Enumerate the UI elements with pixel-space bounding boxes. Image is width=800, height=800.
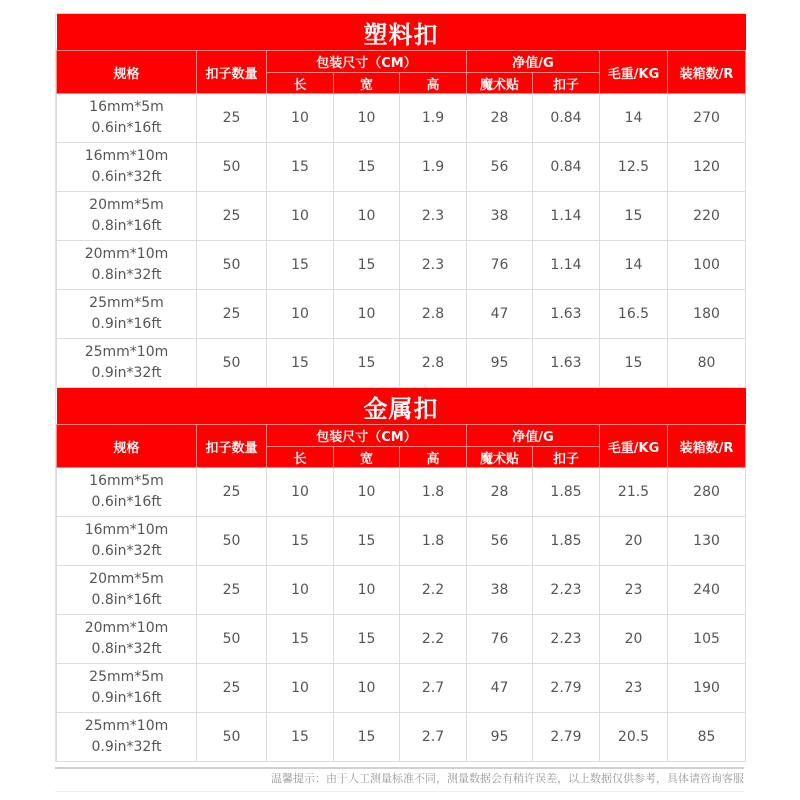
header-buckle: 扣子 [533,73,600,94]
velcro-weight-cell: 95 [467,713,533,762]
carton-qty-cell: 240 [668,566,746,615]
spec-imperial: 0.9in*32ft [91,365,162,381]
header-width: 宽 [334,447,400,468]
spec-metric: 20mm*5m [89,197,164,213]
header-spec: 规格 [57,51,197,94]
qty-cell: 50 [197,517,267,566]
spec-imperial: 0.6in*32ft [91,543,162,559]
carton-qty-cell: 120 [668,143,746,192]
spec-imperial: 0.8in*16ft [91,218,162,234]
table-row [57,339,746,388]
buckle-weight-cell: 1.85 [533,517,600,566]
qty-cell: 25 [197,566,267,615]
spec-cell [57,468,197,517]
spec-imperial: 0.6in*16ft [91,494,162,510]
length-cell: 10 [267,468,334,517]
section-title-row [57,388,746,425]
section-title: 塑料扣 [57,14,746,51]
width-cell: 10 [334,94,400,143]
buckle-weight-cell: 2.79 [533,664,600,713]
length-cell: 15 [267,143,334,192]
header-row-1 [57,425,746,447]
velcro-weight-cell: 47 [467,664,533,713]
table-row [57,664,746,713]
buckle-weight-cell: 1.63 [533,290,600,339]
spec-imperial: 0.9in*16ft [91,316,162,332]
gross-weight-cell: 14 [600,94,668,143]
table-row [57,94,746,143]
table-row [57,290,746,339]
velcro-weight-cell: 28 [467,468,533,517]
qty-cell: 25 [197,664,267,713]
velcro-weight-cell: 76 [467,615,533,664]
qty-cell: 25 [197,94,267,143]
length-cell: 15 [267,339,334,388]
height-cell: 2.7 [400,713,467,762]
buckle-weight-cell: 2.23 [533,615,600,664]
length-cell: 10 [267,664,334,713]
carton-qty-cell: 85 [668,713,746,762]
carton-qty-cell: 270 [668,94,746,143]
gross-weight-cell: 14 [600,241,668,290]
spec-metric: 25mm*5m [89,295,164,311]
width-cell: 15 [334,143,400,192]
spec-imperial: 0.9in*32ft [91,739,162,755]
qty-cell: 25 [197,192,267,241]
velcro-weight-cell: 38 [467,192,533,241]
spec-tables [55,13,745,762]
table-row [57,566,746,615]
carton-qty-cell: 105 [668,615,746,664]
carton-qty-cell: 100 [668,241,746,290]
header-gross-weight: 毛重/KG [600,425,668,468]
spec-metric: 16mm*10m [84,522,169,538]
height-cell: 1.8 [400,468,467,517]
header-net-weight: 净值/G [467,51,600,73]
carton-qty-cell: 280 [668,468,746,517]
spec-cell [57,290,197,339]
header-velcro: 魔术贴 [467,447,533,468]
carton-qty-cell: 190 [668,664,746,713]
header-height: 高 [400,447,467,468]
spec-cell [57,143,197,192]
width-cell: 10 [334,192,400,241]
buckle-weight-cell: 2.23 [533,566,600,615]
gross-weight-cell: 21.5 [600,468,668,517]
spec-metric: 20mm*10m [84,246,169,262]
velcro-weight-cell: 47 [467,290,533,339]
width-cell: 15 [334,615,400,664]
gross-weight-cell: 20 [600,615,668,664]
velcro-weight-cell: 56 [467,517,533,566]
width-cell: 15 [334,517,400,566]
spec-cell [57,566,197,615]
height-cell: 2.8 [400,339,467,388]
table-row [57,143,746,192]
height-cell: 2.3 [400,241,467,290]
header-height: 高 [400,73,467,94]
length-cell: 10 [267,94,334,143]
gross-weight-cell: 23 [600,566,668,615]
header-row-1 [57,51,746,73]
header-carton-qty: 装箱数/R [668,425,746,468]
gross-weight-cell: 15 [600,339,668,388]
buckle-weight-cell: 0.84 [533,94,600,143]
spec-imperial: 0.6in*32ft [91,169,162,185]
table-row [57,713,746,762]
header-width: 宽 [334,73,400,94]
header-net-weight: 净值/G [467,425,600,447]
length-cell: 15 [267,713,334,762]
spec-cell [57,241,197,290]
height-cell: 2.8 [400,290,467,339]
header-pkg-size: 包装尺寸（CM） [267,425,467,447]
section-title: 金属扣 [57,388,746,425]
qty-cell: 50 [197,241,267,290]
length-cell: 15 [267,517,334,566]
buckle-weight-cell: 1.85 [533,468,600,517]
section-title-row [57,14,746,51]
footer-note: 温馨提示：由于人工测量标准不同，测量数据会有稍许误差，以上数据仅供参考，具体请咨询客服 [55,767,744,792]
qty-cell: 50 [197,713,267,762]
spec-cell [57,517,197,566]
qty-cell: 50 [197,143,267,192]
height-cell: 2.7 [400,664,467,713]
spec-metric: 20mm*10m [84,620,169,636]
height-cell: 1.9 [400,143,467,192]
velcro-weight-cell: 38 [467,566,533,615]
gross-weight-cell: 20.5 [600,713,668,762]
carton-qty-cell: 80 [668,339,746,388]
spec-cell [57,615,197,664]
spec-table [56,14,746,762]
length-cell: 10 [267,192,334,241]
gross-weight-cell: 23 [600,664,668,713]
header-buckle: 扣子 [533,447,600,468]
header-velcro: 魔术贴 [467,73,533,94]
spec-metric: 25mm*10m [84,718,169,734]
buckle-weight-cell: 1.14 [533,192,600,241]
table-row [57,517,746,566]
spec-imperial: 0.8in*32ft [91,267,162,283]
qty-cell: 25 [197,468,267,517]
spec-cell [57,94,197,143]
velcro-weight-cell: 76 [467,241,533,290]
buckle-weight-cell: 1.14 [533,241,600,290]
table-row [57,615,746,664]
width-cell: 15 [334,241,400,290]
velcro-weight-cell: 28 [467,94,533,143]
header-qty: 扣子数量 [197,425,267,468]
carton-qty-cell: 220 [668,192,746,241]
header-length: 长 [267,447,334,468]
header-spec: 规格 [57,425,197,468]
qty-cell: 50 [197,339,267,388]
table-row [57,241,746,290]
height-cell: 1.8 [400,517,467,566]
spec-imperial: 0.8in*32ft [91,641,162,657]
gross-weight-cell: 15 [600,192,668,241]
height-cell: 2.2 [400,566,467,615]
spec-imperial: 0.8in*16ft [91,592,162,608]
spec-imperial: 0.9in*16ft [91,690,162,706]
spec-metric: 25mm*5m [89,669,164,685]
qty-cell: 25 [197,290,267,339]
height-cell: 2.2 [400,615,467,664]
spec-cell [57,713,197,762]
header-gross-weight: 毛重/KG [600,51,668,94]
length-cell: 10 [267,290,334,339]
width-cell: 10 [334,468,400,517]
spec-metric: 16mm*5m [89,99,164,115]
height-cell: 2.3 [400,192,467,241]
width-cell: 10 [334,664,400,713]
width-cell: 10 [334,566,400,615]
buckle-weight-cell: 1.63 [533,339,600,388]
header-length: 长 [267,73,334,94]
header-qty: 扣子数量 [197,51,267,94]
qty-cell: 50 [197,615,267,664]
length-cell: 10 [267,566,334,615]
velcro-weight-cell: 95 [467,339,533,388]
spec-cell [57,339,197,388]
spec-imperial: 0.6in*16ft [91,120,162,136]
spec-metric: 25mm*10m [84,344,169,360]
width-cell: 10 [334,290,400,339]
gross-weight-cell: 12.5 [600,143,668,192]
table-row [57,192,746,241]
spec-cell [57,664,197,713]
length-cell: 15 [267,615,334,664]
carton-qty-cell: 180 [668,290,746,339]
height-cell: 1.9 [400,94,467,143]
buckle-weight-cell: 0.84 [533,143,600,192]
width-cell: 15 [334,713,400,762]
spec-cell [57,192,197,241]
spec-metric: 16mm*5m [89,473,164,489]
width-cell: 15 [334,339,400,388]
carton-qty-cell: 130 [668,517,746,566]
header-pkg-size: 包装尺寸（CM） [267,51,467,73]
header-carton-qty: 装箱数/R [668,51,746,94]
gross-weight-cell: 20 [600,517,668,566]
velcro-weight-cell: 56 [467,143,533,192]
gross-weight-cell: 16.5 [600,290,668,339]
table-row [57,468,746,517]
length-cell: 15 [267,241,334,290]
buckle-weight-cell: 2.79 [533,713,600,762]
spec-metric: 20mm*5m [89,571,164,587]
spec-metric: 16mm*10m [84,148,169,164]
